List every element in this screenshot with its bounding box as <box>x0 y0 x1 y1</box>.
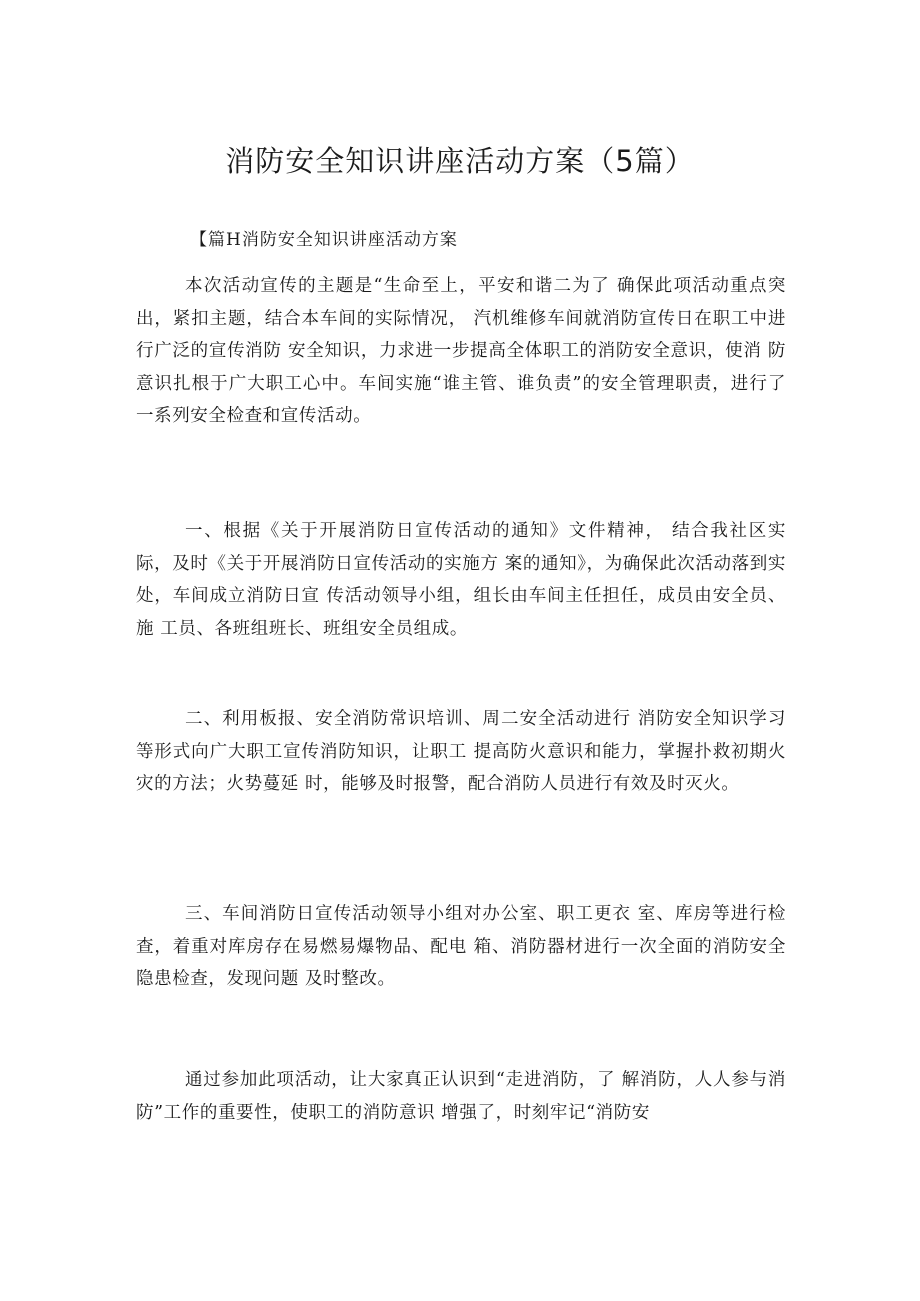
paragraph-item-one: 一、根据《关于开展消防日宣传活动的通知》文件精神， 结合我社区实际，及时《关于开展消防日宣传活动的实施方 案的通知》，为确保此次活动落到实处，车间成立消防日宣 传活动领导小组，组长由车间主任担任，成员由安全员、施 工员、各班组班长、班组安全员组成。 <box>136 521 786 639</box>
paragraph-item-two: 二、利用板报、安全消防常识培训、周二安全活动进行 消防安全知识学习等形式向广大职工宣传消防知识，让职工 提高防火意识和能力，掌握扑救初期火灾的方法；火势蔓延 时，能够及时报警，配合消防人员进行有效及时灭火。 <box>136 709 786 794</box>
paragraph-conclusion: 通过参加此项活动，让大家真正认识到“走进消防，了 解消防，人人参与消防”工作的重要性，使职工的消防意识 增强了，时刻牢记“消防安 <box>136 1070 786 1123</box>
section-heading: 【篇H消防安全知识讲座活动方案 <box>190 230 458 250</box>
paragraph-intro: 本次活动宣传的主题是“生命至上，平安和谐二为了 确保此项活动重点突出，紧扣主题，结合本车间的实际情况， 汽机维修车间就消防宣传日在职工中进行广泛的宣传消防 安全知识，力求进一步提高全体职工的消防安全意识，使消 防意识扎根于广大职工心中。车间实施“谁主管、谁负责”的安全管理职责，进行了一系列安全检查和宣传活动。 <box>136 276 786 426</box>
document-title: 消防安全知识讲座活动方案（5篇） <box>225 144 695 178</box>
paragraph-item-three: 三、车间消防日宣传活动领导小组对办公室、职工更衣 室、库房等进行检查，着重对库房存在易燃易爆物品、配电 箱、消防器材进行一次全面的消防安全隐患检查，发现问题 及时整改。 <box>136 904 786 989</box>
